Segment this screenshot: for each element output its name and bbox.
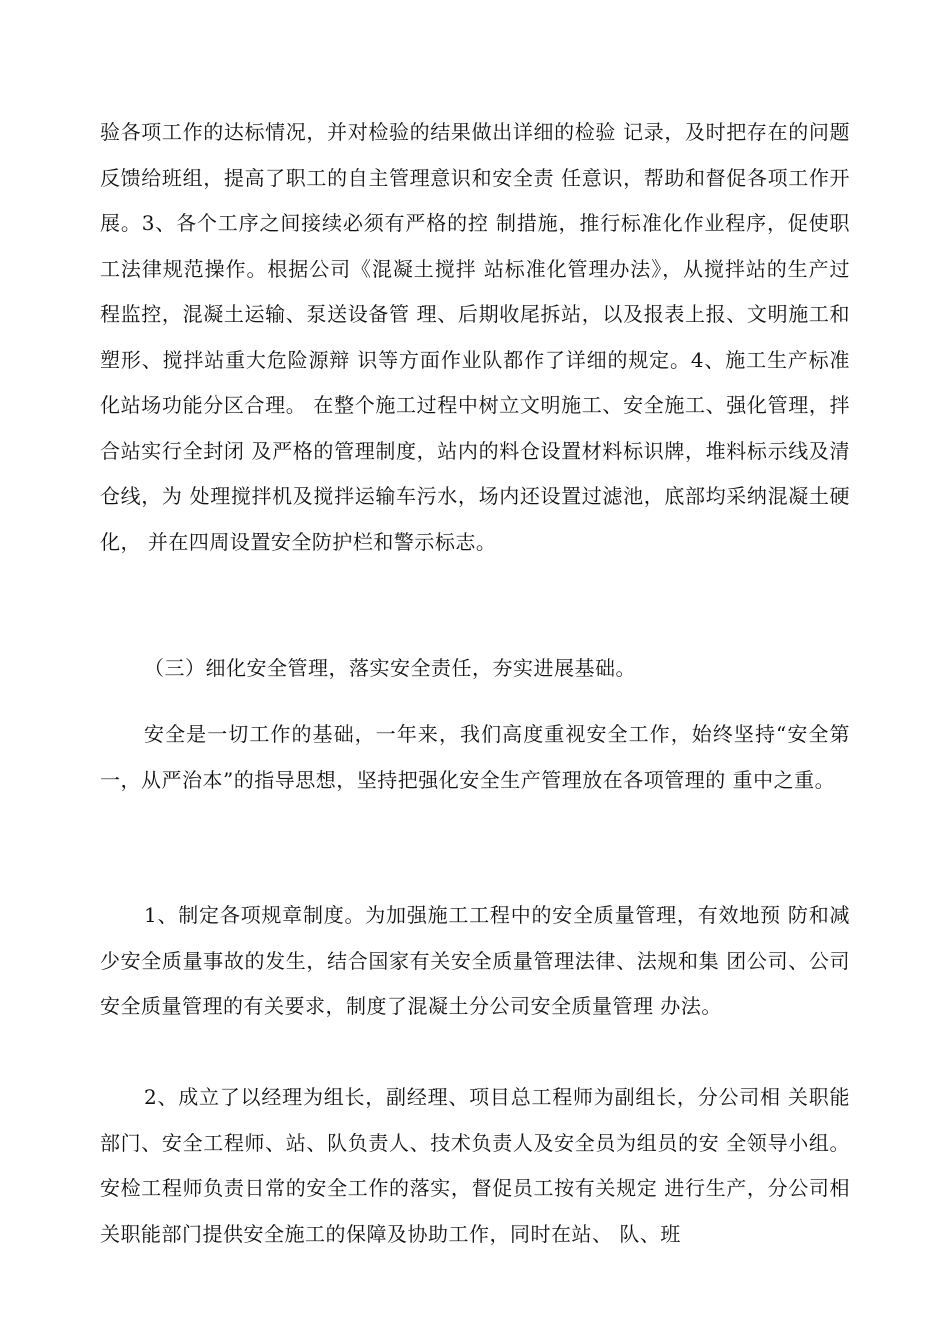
paragraph-safety-foundation: 安全是一切工作的基础，一年来，我们高度重视安全工作，始终坚持“安全第一，从严治本”的指导思想，坚持把强化安全生产管理放在各项管理的 重中之重。 [100, 722, 850, 792]
section-heading: （三）细化安全管理，落实安全责任，夯实进展基础。 [144, 656, 636, 680]
paragraph-rules: 1、制定各项规章制度。为加强施工工程中的安全质量管理，有效地预 防和减少安全质量事故的发生，结合国家有关安全质量管理法律、法规和集 团公司、公司安全质量管理的有关要求，制度了混凝土分公司安全质量管理 办法。 [100, 903, 850, 1018]
paragraph-safety-group: 2、成立了以经理为组长，副经理、项目总工程师为副组长，分公司相 关职能部门、安全工程师、站、队负责人、技术负责人及安全员为组员的安 全领导小组。安检工程师负责日常的安全工作的落实，督促员工按有关规定 进行生产，分公司相关职能部门提供安全施工的保障及协助工作，同时在站、 队、班 [100, 1085, 850, 1246]
paragraph-continuation: 验各项工作的达标情况，并对检验的结果做出详细的检验 记录，及时把存在的问题反馈给班组，提高了职工的自主管理意识和安全责 任意识，帮助和督促各项工作开展。3、各个工序之间接续必须有严格的控 制措施，推行标准化作业程序，促使职工法律规范操作。根据公司《混凝土搅拌 站标准化管理办法》，从搅拌站的生产过程监控，混凝土运输、泵送设备管 理、后期收尾拆站，以及报表上报、文明施工和塑形、搅拌站重大危险源辩 识等方面作业队都作了详细的规定。4、施工生产标准化站场功能分区合理。 在整个施工过程中树立文明施工、安全施工、强化管理，拌合站实行全封闭 及严格的管理制度，站内的料仓设置材料标识牌，堆料标示线及清仓线，为 处理搅拌机及搅拌运输车污水，场内还设置过滤池，底部均采纳混凝土硬化， 并在四周设置安全防护栏和警示标志。 [100, 120, 850, 554]
